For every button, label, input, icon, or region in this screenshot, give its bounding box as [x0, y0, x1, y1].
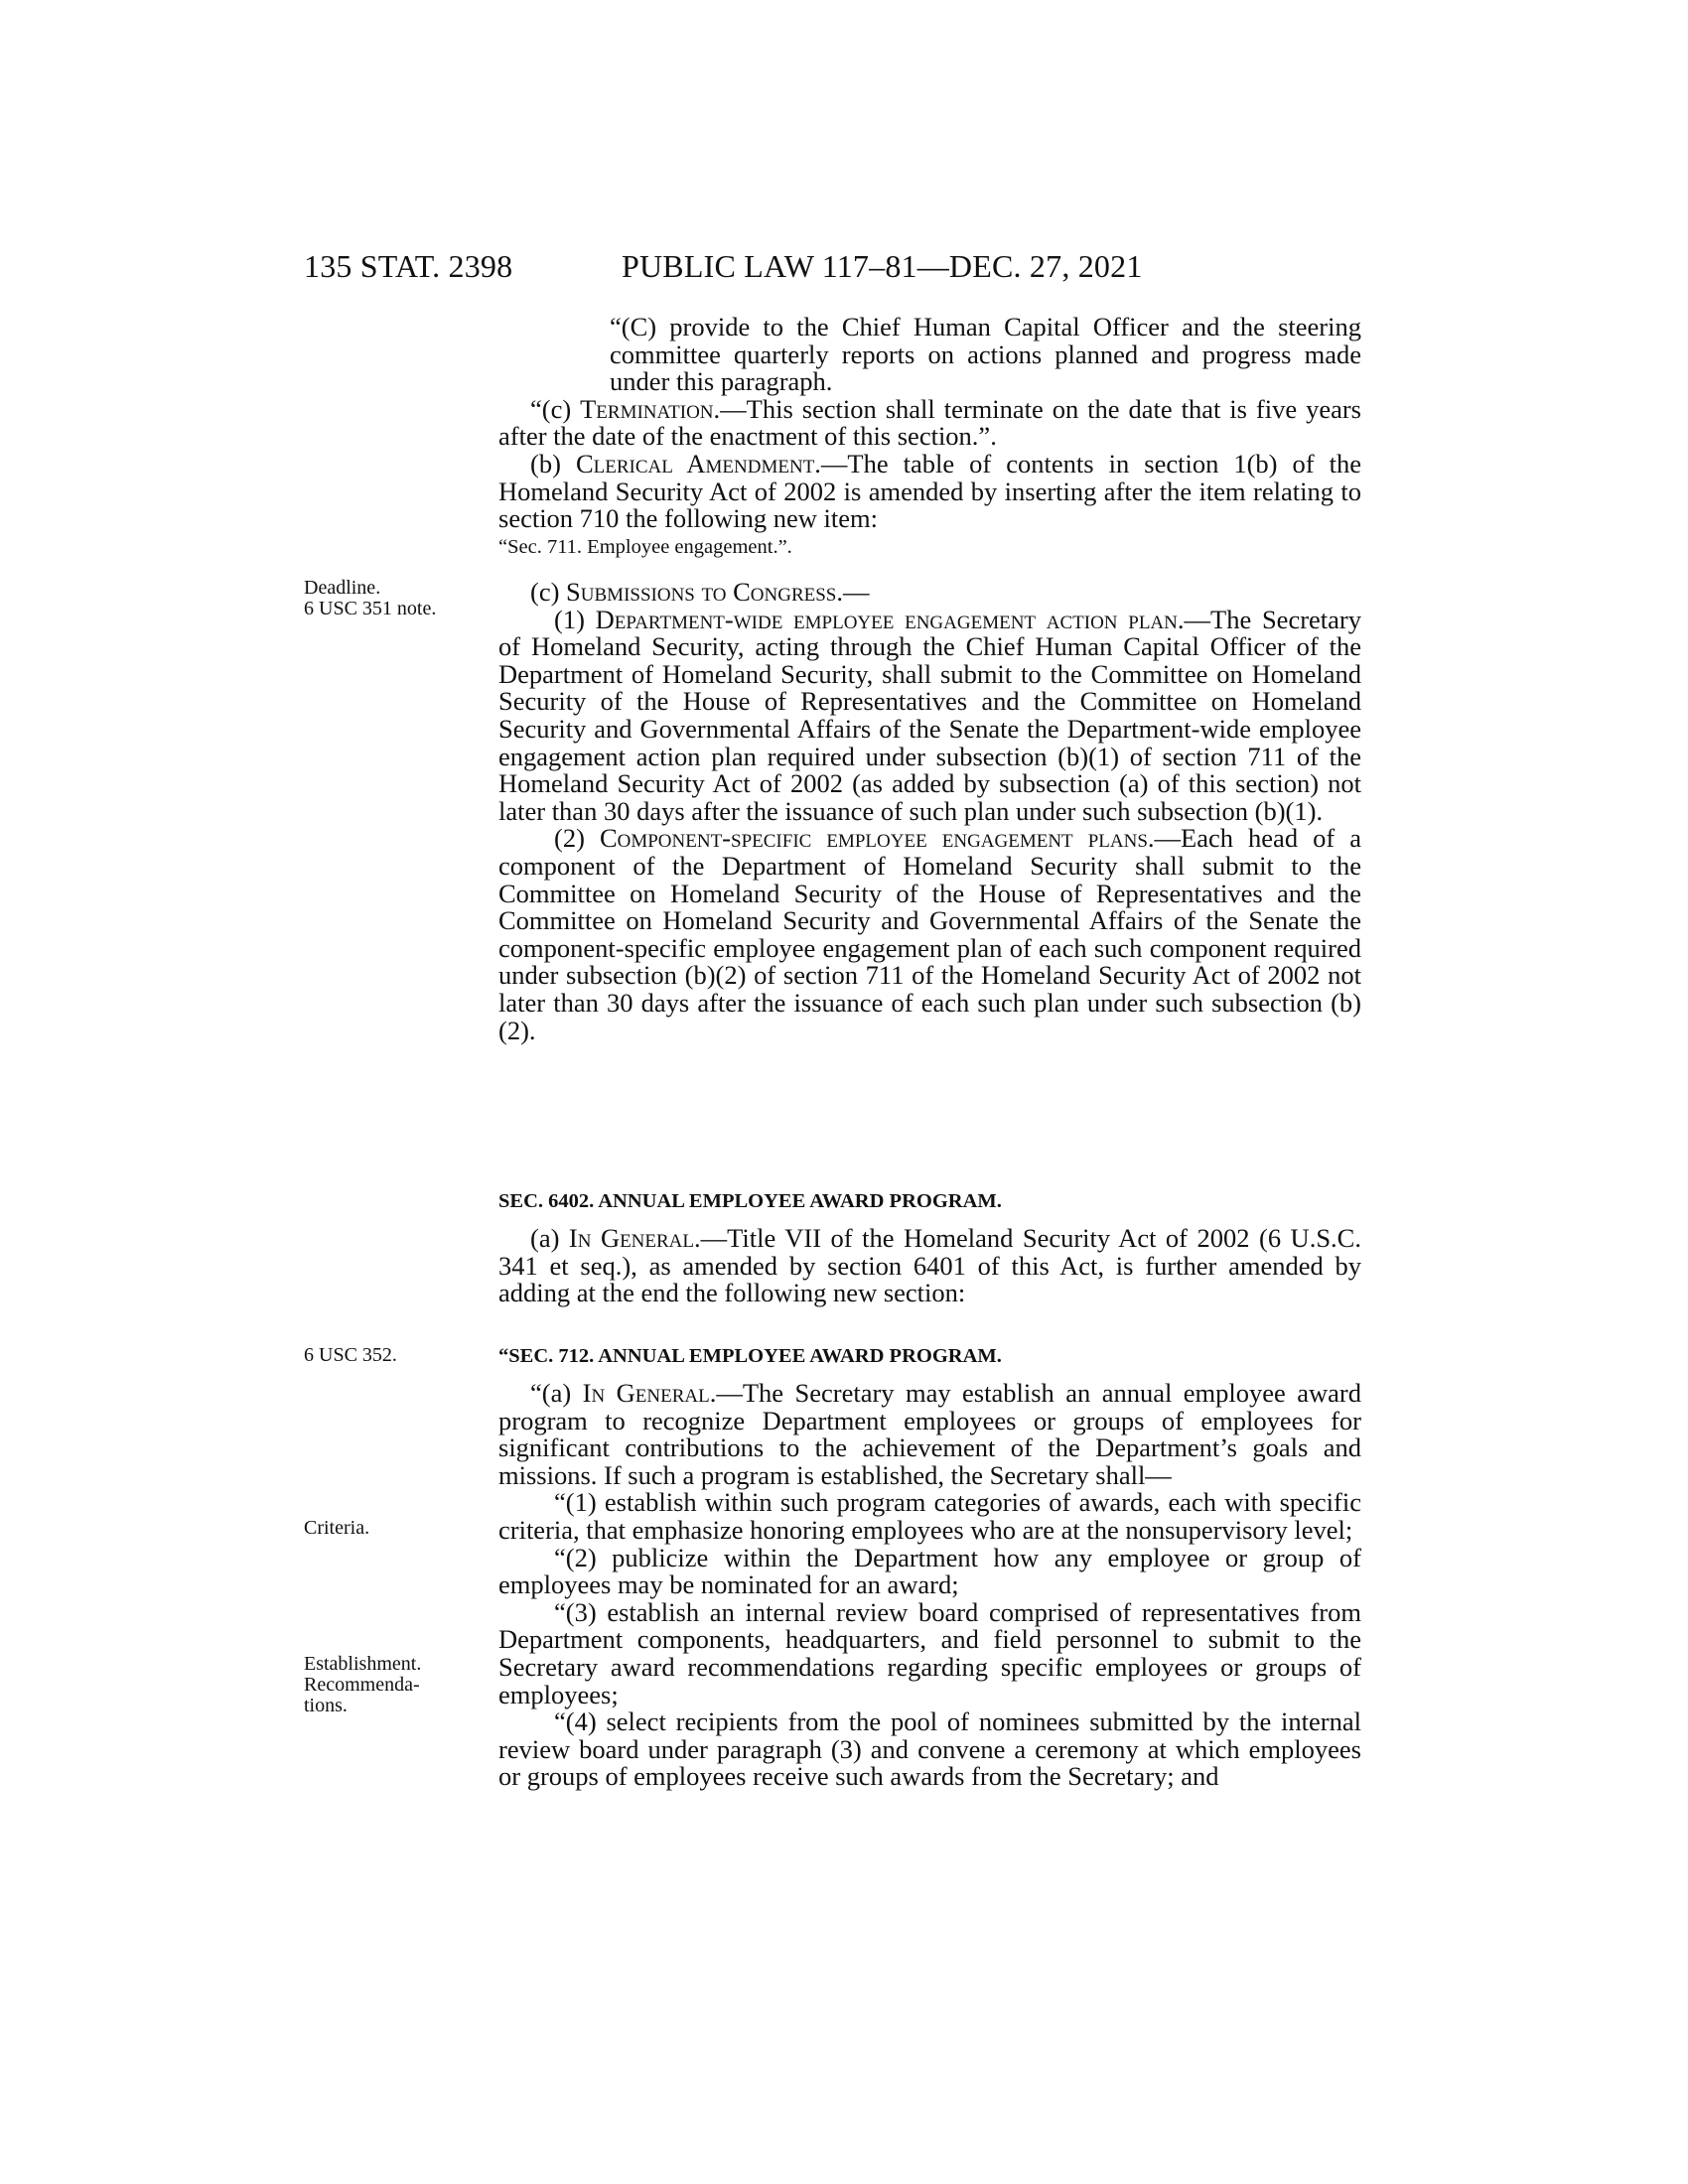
award-item-4: “(4) select recipients from the pool of nominees submitted by the internal review board under paragraph (3) and convene a ceremony at which employees or groups of employees receive such awards from the Secretary; and	[498, 1706, 1361, 1792]
plan-1-heading: Department-wide employee engagement action plan	[595, 604, 1178, 634]
plan-2-heading: Component-specific employee engagement plans	[599, 823, 1148, 854]
new-table-item: “Sec. 711. Employee engagement.”.	[498, 535, 792, 558]
plan-2-paragraph: (2) Component-specific employee engagement plans.—Each head of a component of the Department of Homeland Security shall submit to the Committee on Homeland Security of the House of Representatives and the Committee on Homeland Security and Governmental Affairs of the Senate the component-specific employee engagement plan of each such component required under subsection (b)(2) of section 711 of the Homeland Security Act of 2002 not later than 30 days after the issuance of each such plan under such subsection (b)(2).	[498, 823, 1361, 1045]
plan-1-paragraph: (1) Department-wide employee engagement action plan.—The Secretary of Homeland Security, acting through the Chief Human Capital Officer of the Department of Homeland Security, shall submit to the Committee on Homeland Security of the House of Representatives and the Committee on Homeland Security and Governmental Affairs of the Senate the Department-wide employee engagement action plan required under subsection (b)(1) of section 711 of the Homeland Security Act of 2002 (as added by subsection (a) of this section) not later than 30 days after the issuance of such plan under such subsection (b)(1).	[498, 604, 1361, 826]
sec-712-heading: “SEC. 712. ANNUAL EMPLOYEE AWARD PROGRAM.	[498, 1345, 1002, 1367]
award-item-2: “(2) publicize within the Department how any employee or group of employees may be nominated for an award;	[498, 1542, 1361, 1600]
margin-note-usc-352: 6 USC 352.	[304, 1344, 397, 1366]
clerical-amendment-heading: Clerical Amendment	[575, 448, 815, 478]
award-item-3: “(3) establish an internal review board comprised of representatives from Department components, headquarters, and field personnel to submit to the Secretary award recommendations regarding specific employees or groups of employees;	[498, 1596, 1361, 1709]
upper-text-block	[498, 314, 1361, 560]
margin-note-deadline: Deadline. 6 USC 351 note.	[304, 577, 437, 619]
statute-page-number: 135 STAT. 2398	[304, 248, 513, 284]
sec-712-general-heading: In General	[582, 1378, 710, 1408]
sec-6402-general-heading: In General	[568, 1223, 695, 1253]
margin-note-criteria: Criteria.	[304, 1517, 370, 1539]
sec-712-general-paragraph: “(a) In General.—The Secretary may establish an annual employee award program to recognize Department employees or groups of employees for significant contributions to the achievement of the Department’s goals and missions. If such a program is established, the Secretary shall—	[498, 1378, 1361, 1490]
sec-6402-heading: SEC. 6402. ANNUAL EMPLOYEE AWARD PROGRAM.	[498, 1190, 1002, 1212]
award-item-1: “(1) establish within such program categories of awards, each with specific criteria, that emphasize honoring employees who are at the nonsupervisory level;	[498, 1487, 1361, 1545]
margin-note-establishment: Establishment. Recommenda- tions.	[304, 1653, 422, 1716]
submissions-block	[498, 579, 1361, 1044]
sec-712-block	[498, 1342, 1361, 1791]
sec-6402-block	[498, 1187, 1361, 1307]
submissions-heading-paragraph: (c) Submissions to Congress.—	[530, 577, 870, 607]
termination-heading: Termination	[580, 393, 714, 424]
termination-paragraph: “(c) Termination.—This section shall terminate on the date that is five years after the date of the enactment of this section.”.	[498, 393, 1361, 452]
clerical-amendment-paragraph: (b) Clerical Amendment.—The table of contents in section 1(b) of the Homeland Security Act of 2002 is amended by inserting after the item relating to section 710 the following new item:	[498, 448, 1361, 534]
submissions-heading: Submissions to Congress	[566, 577, 837, 607]
sec-6402-general-paragraph: (a) In General.—Title VII of the Homeland Security Act of 2002 (6 U.S.C. 341 et seq.), as amended by section 6401 of this Act, is further amended by adding at the end the following new section:	[498, 1223, 1361, 1308]
paragraph-c-quote: “(C) provide to the Chief Human Capital Officer and the steering committee quarterly reports on actions planned and progress made under this paragraph.	[610, 312, 1361, 397]
public-law-running-head: PUBLIC LAW 117–81—DEC. 27, 2021	[622, 248, 1143, 284]
